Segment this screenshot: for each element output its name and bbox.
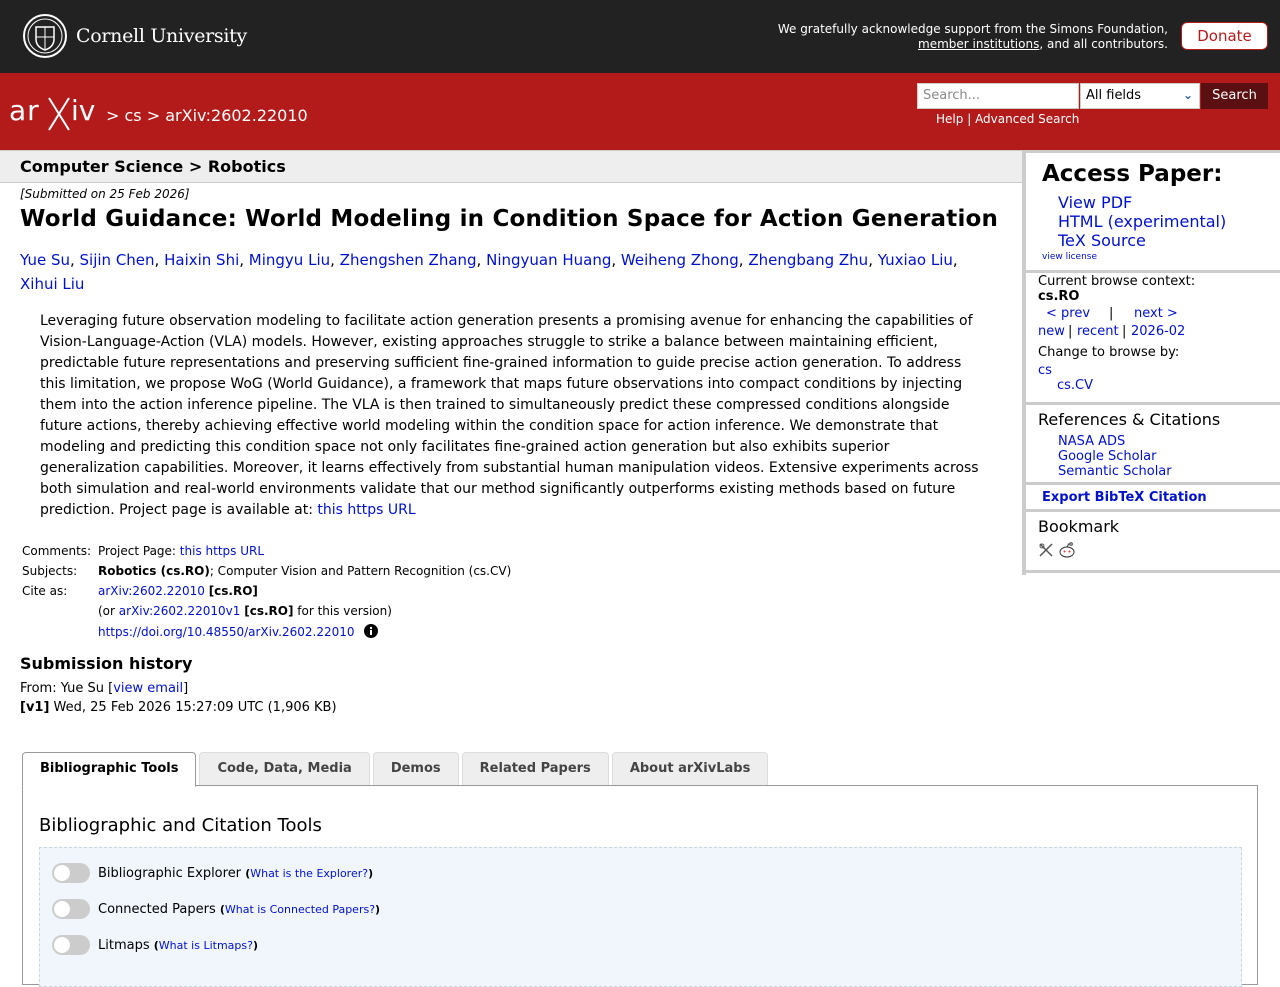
tool-help-link[interactable]: What is Connected Papers?	[224, 902, 376, 916]
sidebar-divider	[1026, 270, 1280, 273]
breadcrumb-sep: >	[106, 106, 120, 125]
next-link[interactable]: next >	[1134, 306, 1178, 321]
sidebar-divider	[1026, 482, 1280, 485]
submission-date: [Submitted on 25 Feb 2026]	[20, 187, 190, 201]
sidebar-divider	[1026, 570, 1280, 573]
help-link[interactable]: Help	[936, 112, 964, 126]
export-bibtex-link[interactable]: Export BibTeX Citation	[1042, 490, 1207, 505]
access-paper-heading: Access Paper:	[1042, 161, 1223, 187]
support-acknowledgement	[778, 22, 1168, 52]
html-link[interactable]: HTML (experimental)	[1058, 212, 1227, 231]
breadcrumb-sep: >	[146, 106, 161, 125]
submitter-label: From: Yue Su [	[20, 681, 114, 696]
cite-label: Cite as:	[22, 584, 68, 598]
search-field-select[interactable]	[1080, 83, 1200, 109]
cornell-seal-icon	[22, 13, 68, 59]
info-icon[interactable]	[364, 624, 378, 638]
chevron-down-icon: ⌄	[1182, 88, 1193, 102]
author-link[interactable]: Zhengbang Zhu	[748, 251, 869, 269]
bibsonomy-icon[interactable]	[1038, 542, 1054, 558]
bookmark-icons	[1038, 542, 1076, 558]
tab-about-arxivlabs[interactable]: About arXivLabs	[612, 752, 769, 786]
semantic-scholar-link[interactable]: Semantic Scholar	[1058, 464, 1172, 479]
tool-row: Connected Papers ( What is Connected Papers? )	[52, 899, 380, 919]
tool-help-link[interactable]: What is the Explorer?	[250, 866, 369, 880]
change-browse-label: Change to browse by:	[1038, 345, 1180, 360]
ack-tail: , and all contributors.	[1039, 37, 1168, 51]
cornell-logo[interactable]	[22, 13, 247, 59]
nasa-ads-link[interactable]: NASA ADS	[1058, 434, 1126, 449]
tools-list	[39, 847, 1242, 987]
author-link[interactable]: Zhengshen Zhang	[339, 251, 477, 269]
bookmark-heading: Bookmark	[1038, 517, 1120, 536]
tool-name: Connected Papers	[98, 901, 216, 917]
references-heading: References & Citations	[1038, 410, 1221, 429]
cite-id-link[interactable]: arXiv:2602.22010	[98, 584, 205, 598]
view-pdf-link[interactable]: View PDF	[1058, 193, 1133, 212]
cite-version-category: [cs.RO]	[244, 604, 294, 618]
panel-title: Bibliographic and Citation Tools	[39, 815, 322, 836]
toggle-switch[interactable]	[52, 935, 90, 955]
tab-related-papers[interactable]: Related Papers	[462, 752, 609, 786]
browse-context: cs.RO	[1038, 289, 1080, 304]
doi-link[interactable]: https://doi.org/10.48550/arXiv.2602.22010	[98, 625, 355, 639]
svg-text:ar: ar	[9, 94, 40, 127]
tool-help-link[interactable]: What is Litmaps?	[158, 938, 253, 952]
donate-button[interactable]: Donate	[1181, 22, 1268, 50]
reddit-icon[interactable]	[1058, 542, 1076, 558]
sidebar-divider	[1026, 402, 1280, 405]
breadcrumb-paper-id: arXiv:2602.22010	[165, 106, 308, 125]
breadcrumb-cs[interactable]: cs	[124, 106, 142, 125]
tool-tabs	[22, 752, 771, 786]
member-institutions-link[interactable]: member institutions	[918, 37, 1040, 51]
cite-version-link[interactable]: arXiv:2602.22010v1	[118, 604, 241, 618]
primary-subject: Robotics (cs.RO)	[98, 564, 210, 578]
submitter-close: ]	[183, 681, 189, 696]
submitter-line	[20, 681, 188, 696]
sidebar-divider	[1026, 509, 1280, 512]
author-link[interactable]: Weiheng Zhong	[620, 251, 739, 269]
cite-category: [cs.RO]	[208, 584, 258, 598]
arxiv-logo-icon[interactable]	[9, 92, 101, 134]
search-field-value: All fields	[1086, 88, 1142, 103]
nav-sep: |	[1068, 324, 1073, 339]
view-email-link[interactable]: view email	[113, 681, 184, 696]
comments-label: Comments:	[22, 544, 92, 558]
prev-link[interactable]: < prev	[1046, 306, 1091, 321]
toggle-switch[interactable]	[52, 899, 90, 919]
project-page-link[interactable]: this https URL	[317, 502, 416, 518]
version-date: Wed, 25 Feb 2026 15:27:09 UTC (1,906 KB)	[53, 700, 337, 715]
author-link[interactable]: Haixin Shi	[164, 251, 240, 269]
browse-context-label: Current browse context:	[1038, 274, 1196, 289]
submission-history-heading: Submission history	[20, 654, 193, 673]
tab-panel	[22, 785, 1258, 985]
svg-text:iv: iv	[71, 94, 96, 127]
author-list: Yue Su, Sijin Chen, Haixin Shi, Mingyu Liu, Zhengshen Zhang, Ningyuan Huang, Weiheng Zhong, Zhengbang Zhu, Yuxiao Liu, Xihui Liu	[20, 251, 958, 293]
browse-cs-link[interactable]: cs	[1038, 363, 1052, 378]
advanced-search-link[interactable]: Advanced Search	[975, 112, 1080, 126]
author-link[interactable]: Ningyuan Huang	[486, 251, 612, 269]
author-link[interactable]: Yuxiao Liu	[877, 251, 953, 269]
category-bar	[0, 150, 1022, 183]
tab-code-data-media[interactable]: Code, Data, Media	[199, 752, 369, 786]
new-link[interactable]: new	[1038, 324, 1065, 339]
tex-source-link[interactable]: TeX Source	[1058, 231, 1146, 250]
google-scholar-link[interactable]: Google Scholar	[1058, 449, 1157, 464]
nav-sep: |	[1122, 324, 1127, 339]
arxiv-header	[0, 73, 1280, 150]
author-link[interactable]: Yue Su	[20, 251, 70, 269]
sidebar-divider	[1026, 150, 1280, 153]
ack-line: We gratefully acknowledge support from the Simons Foundation,	[777, 22, 1168, 36]
tool-row: Bibliographic Explorer ( What is the Explorer? )	[52, 863, 373, 883]
cite-or: (or	[98, 604, 115, 618]
category-heading: Computer Science > Robotics	[20, 157, 286, 176]
recent-link[interactable]: recent	[1077, 324, 1119, 339]
abstract	[40, 311, 990, 521]
subjects-label: Subjects:	[22, 564, 78, 578]
help-sep: |	[967, 112, 972, 126]
institution-name: Cornell University	[76, 25, 247, 47]
author-link[interactable]: Sijin Chen	[79, 251, 155, 269]
author-link[interactable]: Xihui Liu	[20, 275, 85, 293]
author-link[interactable]: Mingyu Liu	[248, 251, 331, 269]
tab-demos[interactable]: Demos	[373, 752, 459, 786]
abstract-text: Leveraging future observation modeling to facilitate action generation presents a promising avenue for enhancing the capabilities of Vision-Language-Action (VLA) models. However, existing approaches struggle to strike a balance between maintaining efficient, predictable future representations and preserving sufficient fine-grained information to guide precise action generation. To address this limitation, we propose WoG (World Guidance), a framework that maps future observations into compact conditions by injecting them into the action inference pipeline. The VLA is then trained to simultaneously predict these compressed conditions alongside future actions, thereby achieving effective world modeling within the condition space for action inference. We demonstrate that modeling and predicting this condition space not only facilitates fine-grained action generation but also exhibits superior generalization capabilities. Moreover, it learns effectively from substantial human manipulation videos. Extensive experiments across both simulation and real-world environments validate that our method significantly outperforms existing methods based on future prediction. Project page is available at:	[40, 313, 979, 518]
month-link[interactable]: 2026-02	[1131, 324, 1186, 339]
tool-name: Bibliographic Explorer	[98, 865, 242, 881]
search-button[interactable]: Search	[1201, 83, 1268, 109]
version-line	[20, 700, 337, 715]
breadcrumb	[106, 106, 308, 125]
view-license-link[interactable]: view license	[1042, 252, 1098, 262]
search-input[interactable]: Search...	[917, 83, 1079, 109]
help-links	[936, 112, 1079, 126]
toggle-switch[interactable]	[52, 863, 90, 883]
nav-sep: |	[1109, 306, 1114, 321]
tab-bibliographic-tools[interactable]: Bibliographic Tools	[22, 752, 196, 787]
secondary-subjects: ; Computer Vision and Pattern Recognition (cs.CV)	[209, 564, 512, 578]
browse-cscv-link[interactable]: cs.CV	[1057, 378, 1094, 393]
comments-link[interactable]: this https URL	[179, 544, 265, 558]
comments-text: Project Page:	[98, 544, 176, 558]
version-tag: [v1]	[20, 700, 50, 715]
cite-version-tail: for this version)	[297, 604, 392, 618]
top-banner	[0, 0, 1280, 73]
tool-row: Litmaps ( What is Litmaps? )	[52, 935, 258, 955]
paper-title: World Guidance: World Modeling in Condition Space for Action Generation	[20, 206, 999, 232]
metadata-table	[20, 544, 513, 644]
tool-name: Litmaps	[98, 937, 150, 953]
